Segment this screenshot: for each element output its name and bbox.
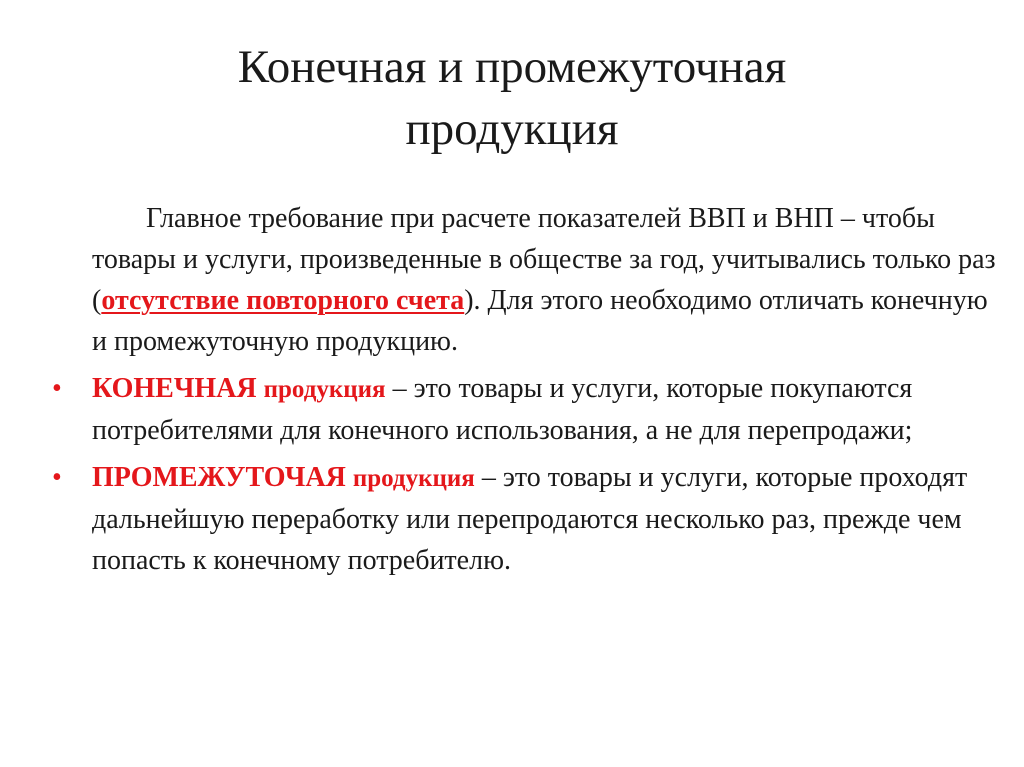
bullet-marker: • [52,373,62,404]
definition-final: – это товары и услуги, которые покупаются потребителями для конечного использования, а не для перепродажи; [92,373,913,446]
intro-text-part-1: Главное требование при расчете показателей ВВП и ВНП – чтобы товары и услуги, произведенные в обществе за год, учитывались только раз ( [92,203,996,316]
definition-list [52,368,1000,581]
slide-title [0,36,1024,160]
definition-intermediate: – это товары и услуги, которые проходят дальнейшую переработку или перепродаются несколько раз, прежде чем попасть к конечному потребителю. [92,462,968,576]
intro-highlight: отсутствие повторного счета [101,285,465,316]
bullet-marker: • [52,462,62,493]
term-intermediate: ПРОМЕЖУТОЧАЯ [92,462,346,493]
term-intermediate-sub: продукция [352,465,475,492]
slide-body [52,198,1000,587]
list-item [52,457,1000,581]
intro-text-part-2: ). Для этого необходимо отличать конечную и промежуточную продукцию. [92,285,988,357]
list-item [52,368,1000,451]
title-line-1: Конечная и промежуточная [237,41,787,93]
intro-paragraph [92,198,1000,362]
term-final-sub: продукция [263,376,386,403]
title-line-2: продукция [405,103,619,155]
term-final: КОНЕЧНАЯ [92,373,257,404]
